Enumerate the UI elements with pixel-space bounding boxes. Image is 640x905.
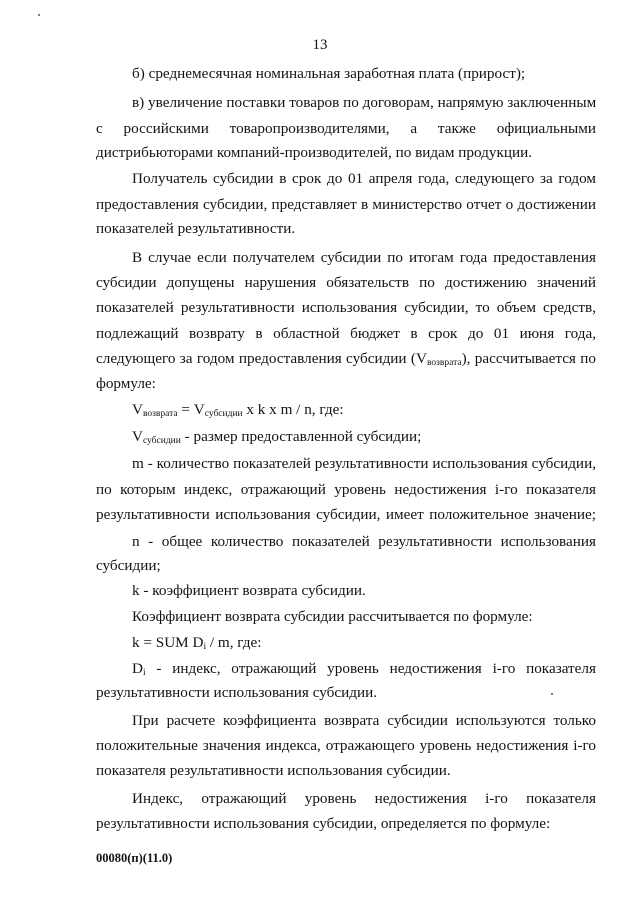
- text-line: формуле:: [96, 375, 156, 392]
- text-line: подлежащий возврату в областной бюджет в срок до 01 июня года,: [96, 325, 596, 342]
- text-line: предоставления субсидии, представляет в министерство отчет о достижении: [96, 196, 596, 213]
- document-code: 00080(п)(11.0): [96, 851, 173, 865]
- text-line: $D_i$ - индекс, отражающий уровень недостижения i-го показателя: [132, 660, 596, 678]
- text-line: результативности использования субсидии, определяется по формуле:: [96, 815, 551, 832]
- text-line: Получатель субсидии в срок до 01 апреля года, следующего за годом: [132, 170, 596, 187]
- text-line: показателей результативности использования субсидии, то объем средств,: [96, 299, 596, 316]
- text-line: с российскими товаропроизводителями, а также официальными: [96, 120, 596, 137]
- text-line: $V_{субсидии}$ - размер предоставленной субсидии;: [132, 428, 422, 446]
- text-line: положительные значения индекса, отражающего уровень недостижения i-го: [96, 737, 596, 754]
- text-line: Индекс, отражающий уровень недостижения i-го показателя: [132, 790, 596, 807]
- formula-k: k = SUM $D_i$ / m, где:: [132, 634, 262, 652]
- text-line: субсидии допущены нарушения обязательств по достижению значений: [96, 274, 596, 291]
- text-line: в) увеличение поставки товаров по договорам, напрямую заключенным: [132, 94, 597, 111]
- text-line: показателя результативности использования субсидии.: [96, 762, 451, 779]
- text-line: При расчете коэффициента возврата субсидии используются только: [132, 712, 596, 729]
- text-line: Коэффициент возврата субсидии рассчитывается по формуле:: [132, 608, 533, 625]
- text-line: б) среднемесячная номинальная заработная плата (прирост);: [132, 65, 526, 82]
- text-line: m - количество показателей результативности использования субсидии,: [132, 455, 596, 472]
- page-number: 13: [312, 37, 328, 53]
- text-line: субсидии;: [96, 557, 161, 574]
- formula-v-return: $V_{возврата} = V_{субсидии}$ x k x m / n, где:: [132, 401, 344, 419]
- text-line: В случае если получателем субсидии по итогам года предоставления: [132, 249, 596, 266]
- text-line: k - коэффициент возврата субсидии.: [132, 582, 366, 599]
- text-line: показателей результативности.: [96, 220, 296, 237]
- scan-speck: [551, 693, 553, 695]
- text-line: результативности использования субсидии.: [96, 684, 378, 701]
- text-line: следующего за годом предоставления субсидии $(V_{возврата})$, рассчитывается по: [96, 350, 596, 368]
- text-line: дистрибьюторами компаний-производителей, по видам продукции.: [96, 144, 533, 161]
- text-line: результативности использования субсидии, имеет положительное значение;: [96, 506, 596, 523]
- text-line: n - общее количество показателей результативности использования: [132, 533, 596, 550]
- text-line: по которым индекс, отражающий уровень недостижения i-го показателя: [96, 481, 596, 498]
- scan-speck: [38, 14, 40, 16]
